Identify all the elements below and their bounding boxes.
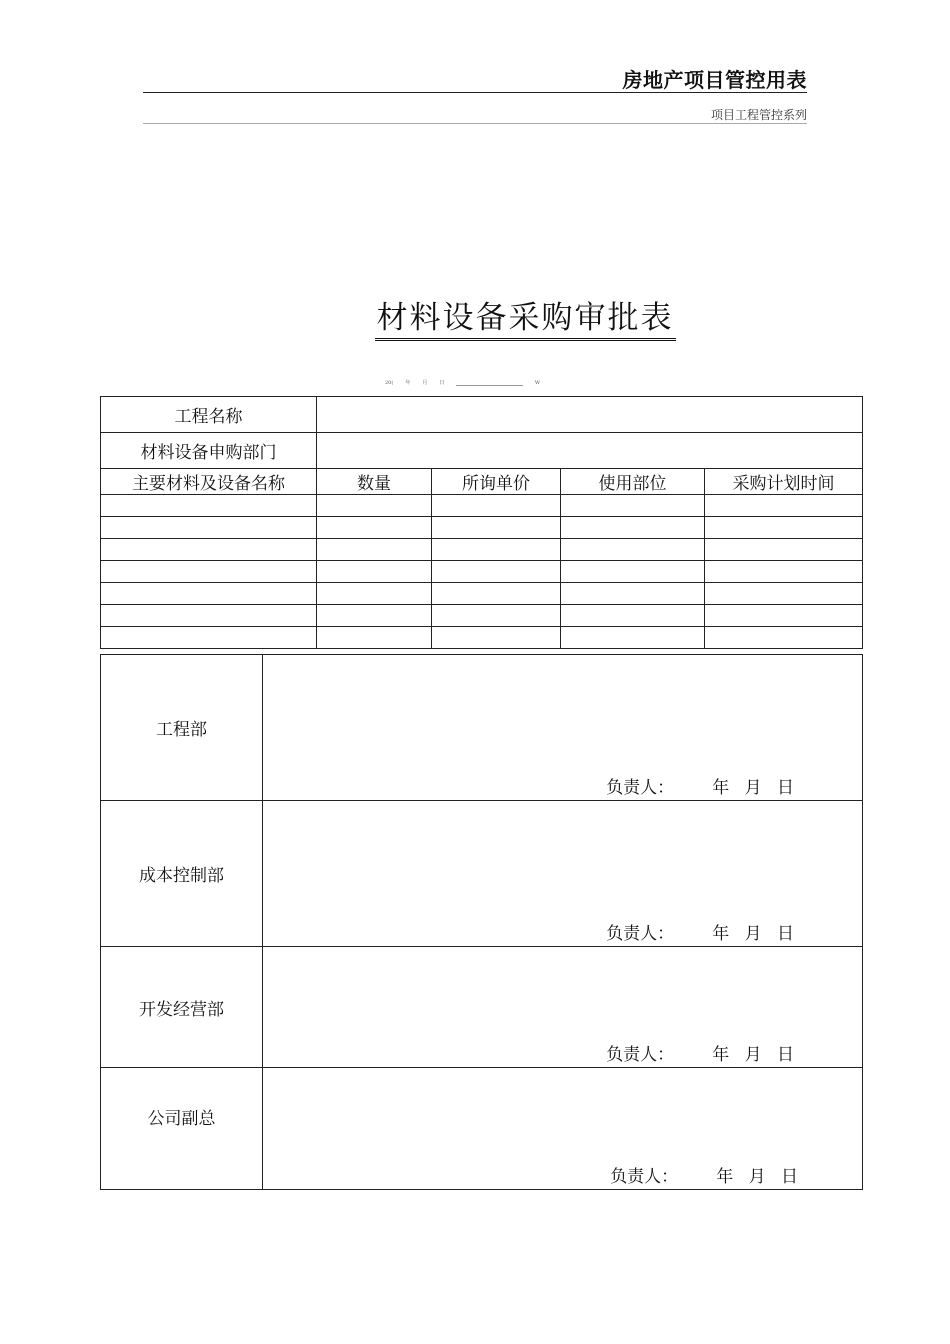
- table-cell[interactable]: [705, 539, 863, 561]
- table-row: [101, 517, 863, 539]
- sign-date: 年 月 日: [716, 1167, 798, 1187]
- table-cell[interactable]: [561, 627, 705, 649]
- table-cell[interactable]: [705, 495, 863, 517]
- table-cell[interactable]: [101, 583, 317, 605]
- project-name-field[interactable]: [317, 397, 863, 433]
- table-cell[interactable]: [317, 627, 432, 649]
- table-cell[interactable]: [561, 583, 705, 605]
- table-cell[interactable]: [705, 517, 863, 539]
- table-cell[interactable]: [705, 627, 863, 649]
- table-cell[interactable]: [432, 561, 561, 583]
- table-row: [101, 605, 863, 627]
- date-month: 月: [422, 380, 428, 386]
- table-cell[interactable]: [317, 495, 432, 517]
- col-header-name: 主要材料及设备名称: [101, 469, 317, 495]
- signer-label: 负责人：: [610, 1167, 679, 1187]
- date-day: 日: [439, 380, 445, 386]
- table-cell[interactable]: [101, 495, 317, 517]
- dept-label: 材料设备申购部门: [101, 433, 317, 469]
- table-cell[interactable]: [561, 561, 705, 583]
- table-cell[interactable]: [561, 539, 705, 561]
- project-name-label: 工程名称: [101, 397, 317, 433]
- dept-field[interactable]: [317, 433, 863, 469]
- signature-line: [606, 773, 794, 798]
- table-cell[interactable]: [101, 517, 317, 539]
- sign-date: 年 月 日: [712, 1045, 794, 1065]
- col-header-schedule: 采购计划时间: [705, 469, 863, 495]
- table-cell[interactable]: [561, 605, 705, 627]
- date-year: 年: [405, 380, 411, 386]
- table-row: [101, 583, 863, 605]
- date-suffix: W: [534, 380, 540, 386]
- signature-line: [606, 919, 794, 944]
- col-header-qty: 数量: [317, 469, 432, 495]
- table-cell[interactable]: [317, 539, 432, 561]
- approval-comment-vp[interactable]: [263, 1068, 863, 1190]
- approval-comment-engineering[interactable]: [263, 655, 863, 801]
- approval-row-development: [101, 947, 863, 1068]
- table-cell[interactable]: [101, 561, 317, 583]
- signature-line: [610, 1162, 798, 1187]
- project-name-row: [101, 397, 863, 433]
- header-subrule: [143, 123, 807, 124]
- date-prefix: 20(: [385, 380, 394, 386]
- table-cell[interactable]: [317, 561, 432, 583]
- sign-date: 年 月 日: [712, 778, 794, 798]
- header-rule: [143, 92, 807, 93]
- table-row: [101, 561, 863, 583]
- approval-row-vp: [101, 1068, 863, 1190]
- col-header-location: 使用部位: [561, 469, 705, 495]
- date-blank: [456, 381, 522, 386]
- col-header-price: 所询单价: [432, 469, 561, 495]
- approval-dept-engineering: 工程部: [101, 655, 263, 801]
- approval-dept-cost: 成本控制部: [101, 801, 263, 947]
- table-cell[interactable]: [432, 605, 561, 627]
- table-row: [101, 539, 863, 561]
- table-cell[interactable]: [317, 517, 432, 539]
- table-cell[interactable]: [561, 495, 705, 517]
- sign-date: 年 月 日: [712, 924, 794, 944]
- table-row: [101, 627, 863, 649]
- table-row: [101, 495, 863, 517]
- table-cell[interactable]: [432, 517, 561, 539]
- approval-comment-cost[interactable]: [263, 801, 863, 947]
- table-cell[interactable]: [432, 539, 561, 561]
- approval-dept-vp: 公司副总: [101, 1068, 263, 1190]
- table-cell[interactable]: [101, 627, 317, 649]
- approval-row-cost: [101, 801, 863, 947]
- approval-row-engineering: [101, 655, 863, 801]
- table-cell[interactable]: [317, 583, 432, 605]
- document-title: 材料设备采购审批表: [375, 298, 676, 341]
- dept-row: [101, 433, 863, 469]
- table-cell[interactable]: [432, 495, 561, 517]
- table-cell[interactable]: [561, 517, 705, 539]
- table-cell[interactable]: [432, 627, 561, 649]
- table-cell[interactable]: [705, 561, 863, 583]
- header-title: 房地产项目管控用表: [622, 68, 807, 92]
- document-title-wrap: [0, 298, 950, 341]
- date-line: [385, 378, 540, 386]
- signer-label: 负责人：: [606, 924, 675, 944]
- approval-comment-development[interactable]: [263, 947, 863, 1068]
- signature-line: [606, 1040, 794, 1065]
- table-cell[interactable]: [101, 605, 317, 627]
- approval-dept-development: 开发经营部: [101, 947, 263, 1068]
- signer-label: 负责人：: [606, 778, 675, 798]
- table-cell[interactable]: [705, 605, 863, 627]
- header-subtitle: 项目工程管控系列: [710, 108, 807, 122]
- table-cell[interactable]: [432, 583, 561, 605]
- signer-label: 负责人：: [606, 1045, 675, 1065]
- purchase-table: [100, 396, 863, 649]
- table-cell[interactable]: [317, 605, 432, 627]
- table-cell[interactable]: [101, 539, 317, 561]
- approval-table: [100, 654, 863, 1190]
- column-header-row: [101, 469, 863, 495]
- table-cell[interactable]: [705, 583, 863, 605]
